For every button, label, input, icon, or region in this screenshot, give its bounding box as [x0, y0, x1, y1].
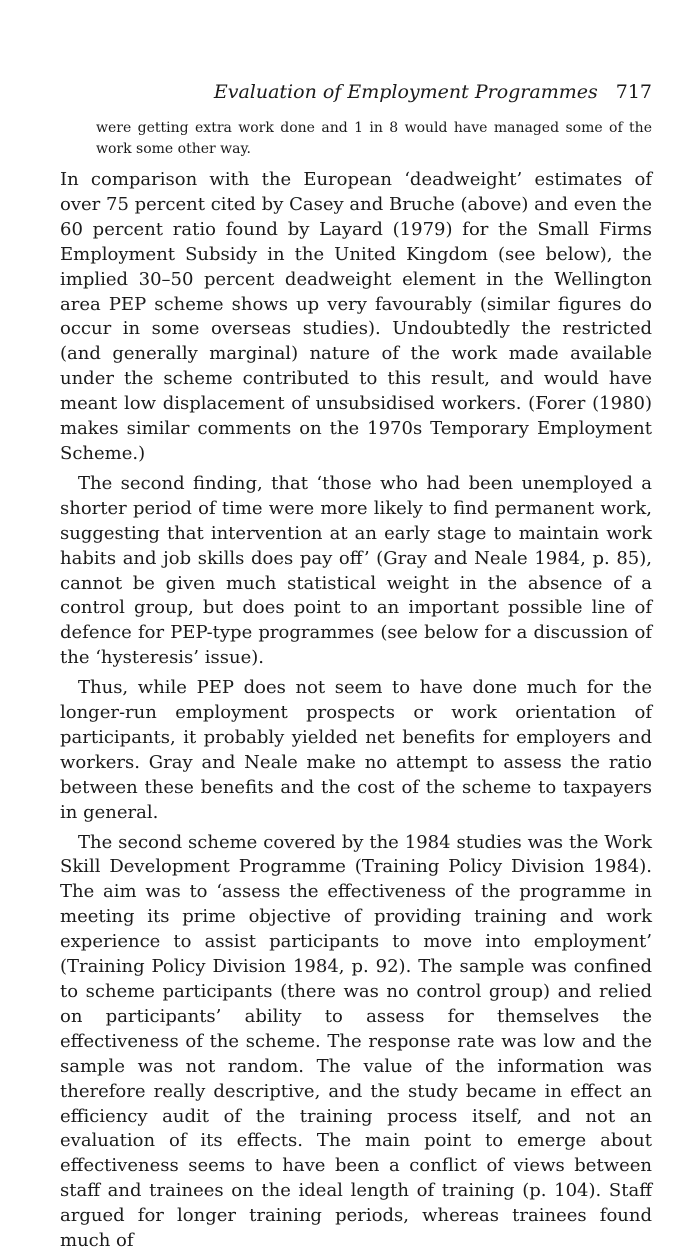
- paragraph-work-skill-programme: The second scheme covered by the 1984 studies was the Work Skill Development Programme (Training Policy Division 1984). The aim was to ‘assess the effectiveness of the programme in meeting its prime objective of providing training and work experience to assist participants to move into employment’ (Training Policy Division 1984, p. 92). The sample was confined to scheme participants (there was no control group) and relied on participants’ ability to assess for themselves the effectiveness of the scheme. The response rate was low and the sample was not random. The value of the information was therefore really descriptive, and the study became in effect an efficiency audit of the training process itself, and not an evaluation of its effects. The main point to emerge about effectiveness seems to have been a conflict of views between staff and trainees on the ideal length of training (p. 104). Staff argued for longer training periods, whereas trainees found much of: [60, 831, 652, 1252]
- paragraph-second-finding: The second finding, that ‘those who had been unemployed a shorter period of time were more likely to find permanent work, suggesting that intervention at an early stage to maintain work habits and job skills does pay off’ (Gray and Neale 1984, p. 85), cannot be given much statistical weight in the absence of a control group, but does point to an important possible line of defence for PEP-type programmes (see below for a discussion of the ‘hysteresis’ issue).: [60, 472, 652, 669]
- running-title: Evaluation of Employment Programmes: [213, 81, 598, 103]
- paragraph-deadweight-comparison: In comparison with the European ‘deadweight’ estimates of over 75 percent cited by Casey and Bruche (above) and even the 60 percent ratio found by Layard (1979) for the Small Firms Employment Subsidy in the United Kingdom (see below), the implied 30–50 percent deadweight element in the Wellington area PEP scheme shows up very favourably (similar figures do occur in some overseas studies). Undoubtedly the restricted (and generally marginal) nature of the work made available under the scheme contributed to this result, and would have meant low displacement of unsubsidised workers. (Forer (1980) makes similar comments on the 1970s Temporary Employment Scheme.): [60, 169, 652, 464]
- body-text: [60, 168, 652, 1254]
- page-header: [60, 78, 652, 106]
- paragraph-pep-summary: Thus, while PEP does not seem to have done much for the longer-run employment prospects or work orientation of participants, it probably yielded net benefits for employers and workers. Gray and Neale make no attempt to assess the ratio between these benefits and the cost of the scheme to taxpayers in general.: [60, 677, 652, 823]
- page-number: 717: [615, 81, 652, 103]
- block-quote-continuation: were getting extra work done and 1 in 8 would have managed some of the work some other way.: [96, 120, 652, 157]
